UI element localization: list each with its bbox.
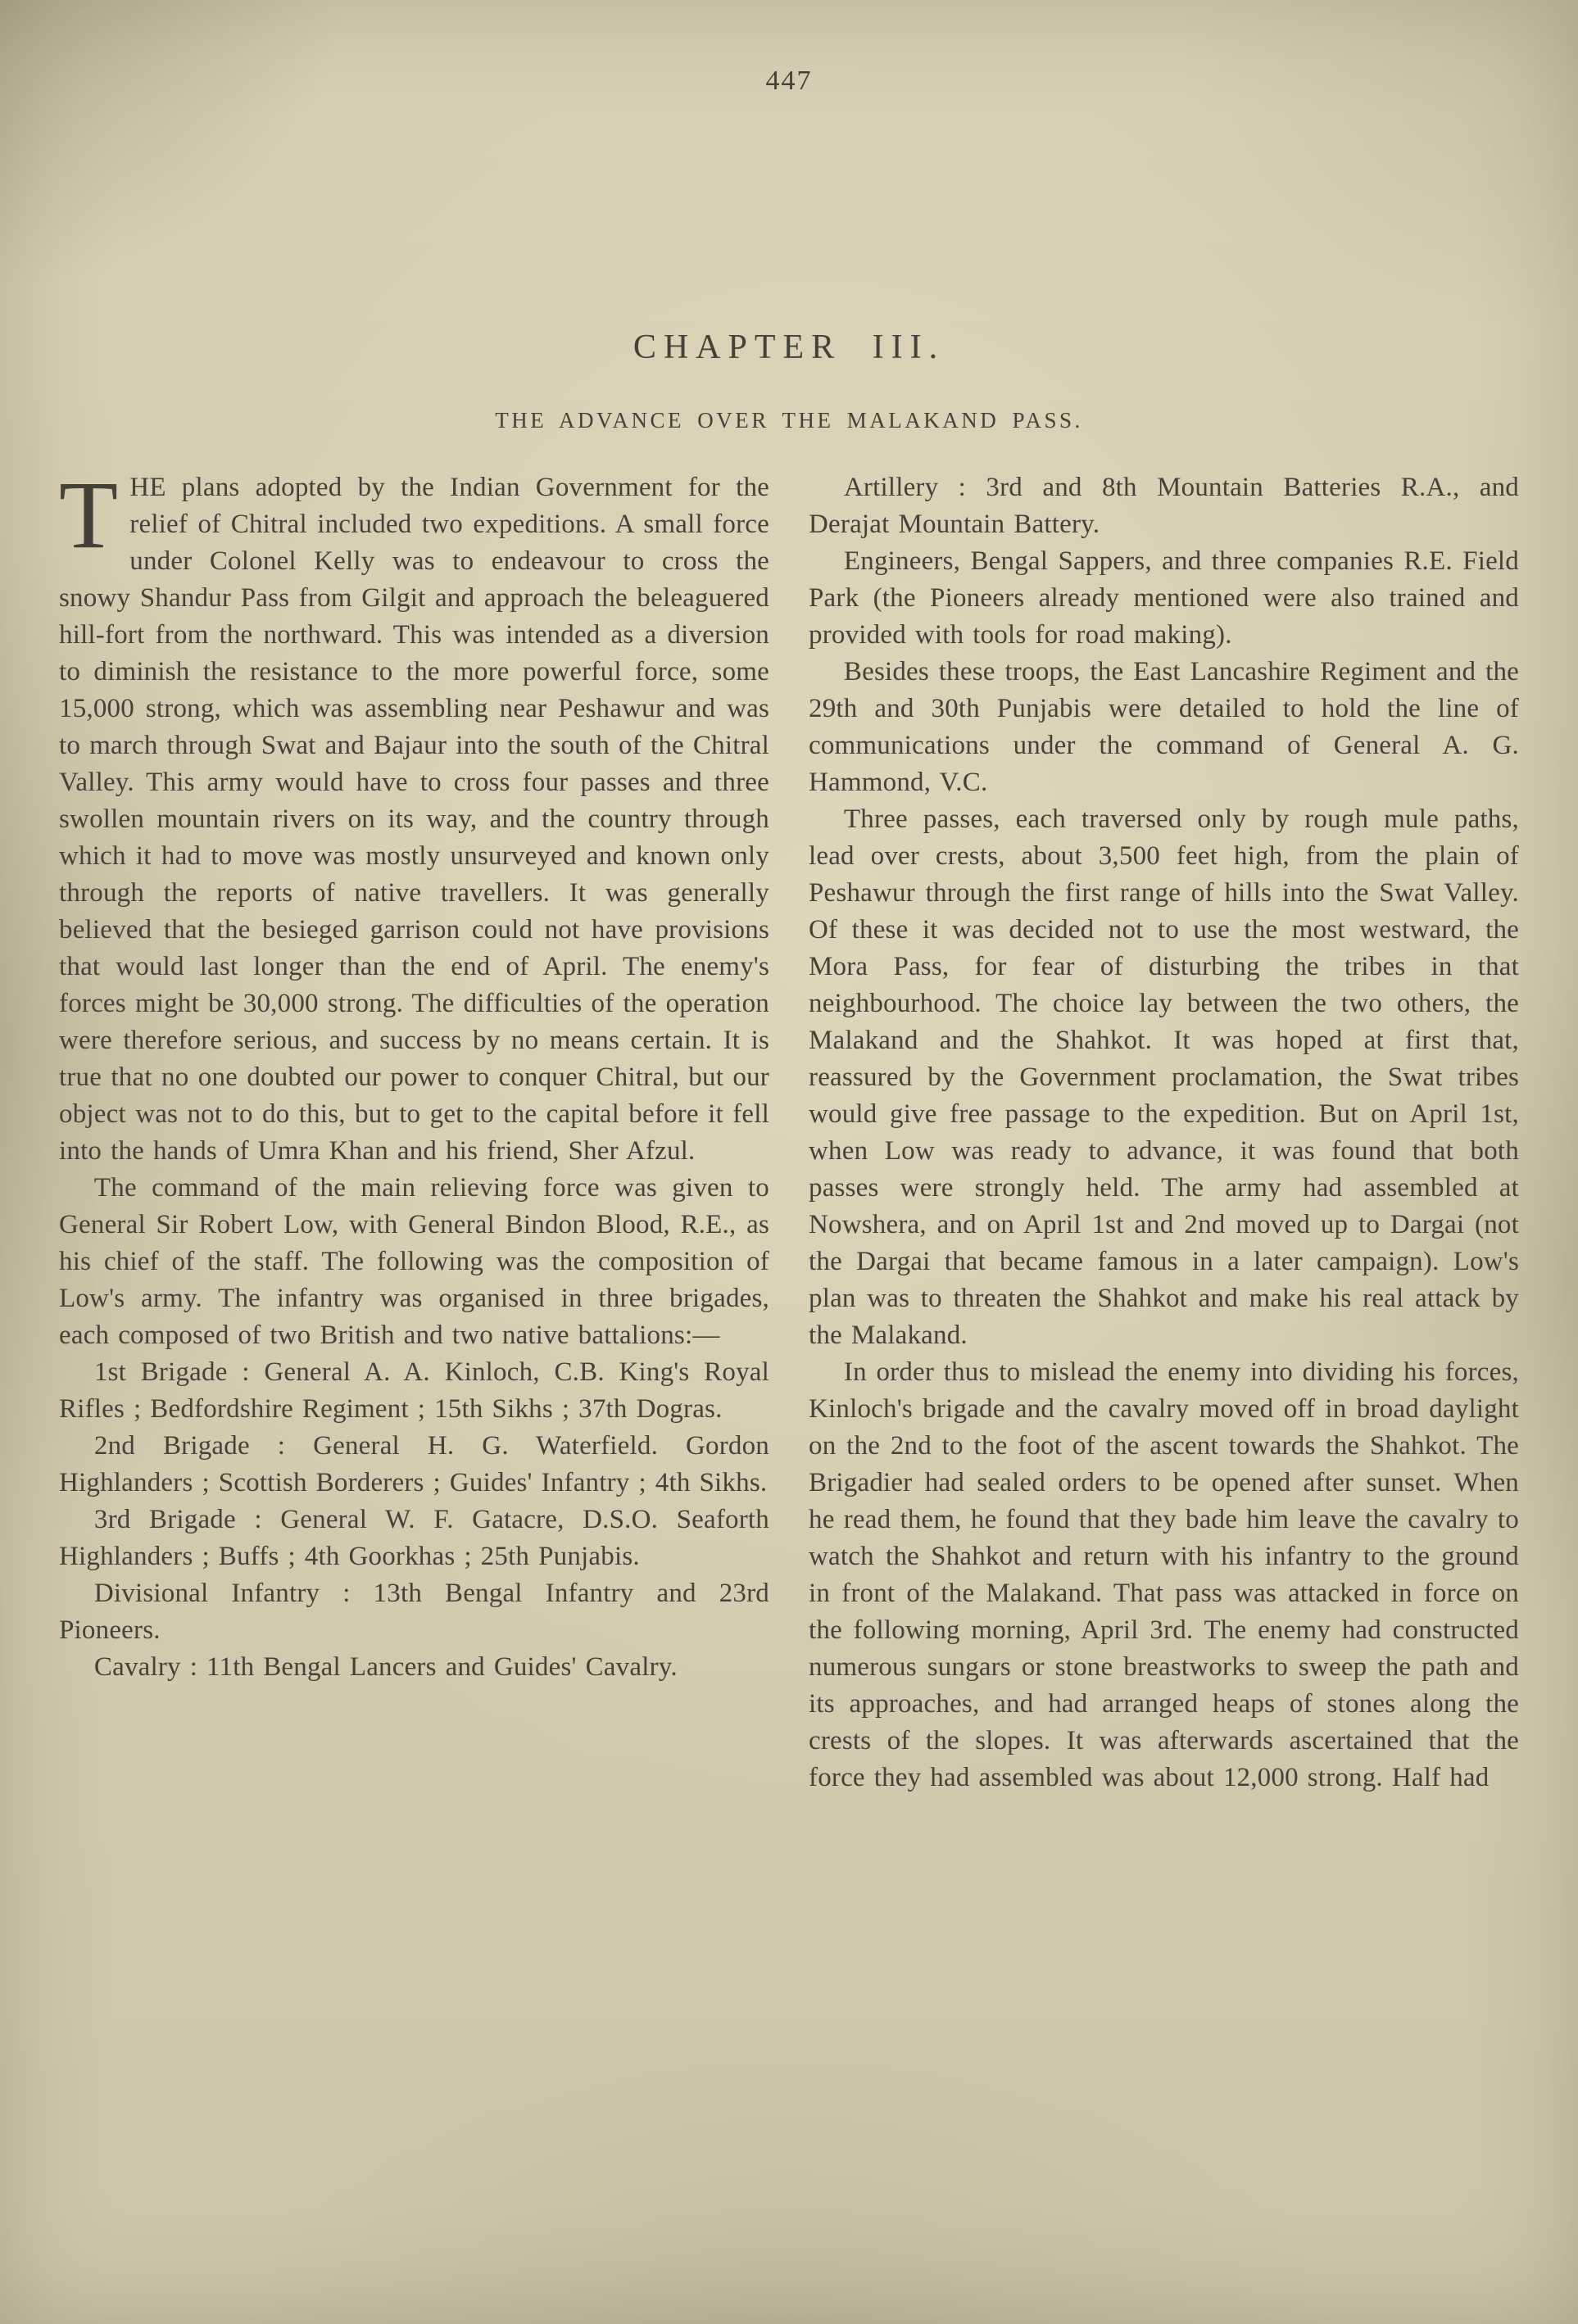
paragraph: In order thus to mislead the enemy into dividing his forces, Kinloch's brigade and the cavalry moved off in broad daylight on the 2nd to the foot of the ascent towards the Shahkot. The Brigadier had sealed orders to be opened after sunset. When he read them, he found that they bade him leave the cavalry to watch the Shahkot and return with his infantry to the ground in front of the Malakand. That pass was attacked in force on the following morning, April 3rd. The enemy had constructed numerous sungars or stone breastworks to sweep the path and its approaches, and had arranged heaps of stones along the crests of the slopes. It was afterwards ascertained that the force they had assembled was about 12,000 strong. Half had (809, 1357, 1519, 1792)
paragraph: The command of the main relieving force was given to General Sir Robert Low, with General Bindon Blood, R.E., as his chief of the staff. The following was the composition of Low's army. The infantry was organised in three brigades, each composed of two British and two native battalions:— (59, 1173, 769, 1350)
paragraph: Divisional Infantry : 13th Bengal Infantry and 23rd Pioneers. (59, 1579, 769, 1645)
paragraph: 3rd Brigade : General W. F. Gatacre, D.S.O. Seaforth Highlanders ; Buffs ; 4th Goorkhas ; 25th Punjabis. (59, 1505, 769, 1571)
paragraph: THE plans adopted by the Indian Government for the relief of Chitral included two expeditions. A small force under Colonel Kelly was to endeavour to cross the snowy Shandur Pass from Gilgit and approach the beleaguered hill-fort from the northward. This was intended as a diversion to diminish the resistance to the more powerful force, some 15,000 strong, which was assembling near Peshawur and was to march through Swat and Bajaur into the south of the Chitral Valley. This army would have to cross four passes and three swollen mountain rivers on its way, and the country through which it had to move was mostly unsurveyed and known only through the reports of native travellers. It was generally believed that the besieged garrison could not have provisions that would last longer than the end of April. The enemy's forces might be 30,000 strong. The difficulties of the operation were therefore serious, and success by no means certain. It is true that no one doubted our power to conquer Chitral, but our object was not to do this, but to get to the capital before it fell into the hands of Umra Khan and his friend, Sher Afzul. (59, 461, 769, 1166)
paragraph: Cavalry : 11th Bengal Lancers and Guides' Cavalry. (93, 1652, 678, 1682)
drop-cap-initial: T (59, 461, 119, 569)
paragraph: Besides these troops, the East Lancashire Regiment and the 29th and 30th Punjabis were detailed to hold the line of communications under the command of General A. G. Hammond, V.C. (809, 657, 1519, 797)
paragraph: Three passes, each traversed only by rough mule paths, lead over crests, about 3,500 feet high, from the plain of Peshawur through the first range of hills into the Swat Valley. Of these it was decided not to use the most westward, the Mora Pass, for fear of disturbing the tribes in that neighbourhood. The choice lay between the two others, the Malakand and the Shahkot. It was hoped at first that, reassured by the Government proclamation, the Swat tribes would give free passage to the expedition. But on April 1st, when Low was ready to advance, it was found that both passes were strongly held. The army had assembled at Nowshera, and on April 1st and 2nd moved up to Dargai (not the Dargai that became famous in a later campaign). Low's plan was to threaten the Shahkot and make his real attack by the Malakand. (809, 804, 1519, 1350)
paragraph: Artillery : 3rd and 8th Mountain Batteries R.A., and Derajat Mountain Battery. (809, 473, 1519, 539)
page-number: 447 (765, 66, 813, 96)
paragraph: 1st Brigade : General A. A. Kinloch, C.B. King's Royal Rifles ; Bedfordshire Regiment ; 15th Sikhs ; 37th Dogras. (59, 1357, 769, 1424)
paragraph: Engineers, Bengal Sappers, and three companies R.E. Field Park (the Pioneers already mentioned were also trained and provided with tools for road making). (809, 546, 1519, 650)
paragraph: 2nd Brigade : General H. G. Waterfield. Gordon Highlanders ; Scottish Borderers ; Guides' Infantry ; 4th Sikhs. (59, 1431, 769, 1497)
text-columns (59, 461, 1519, 1796)
chapter-title: CHAPTER III. (633, 328, 945, 366)
right-column (809, 469, 1519, 1796)
chapter-subtitle: THE ADVANCE OVER THE MALAKAND PASS. (495, 408, 1083, 433)
left-column (59, 461, 769, 1796)
